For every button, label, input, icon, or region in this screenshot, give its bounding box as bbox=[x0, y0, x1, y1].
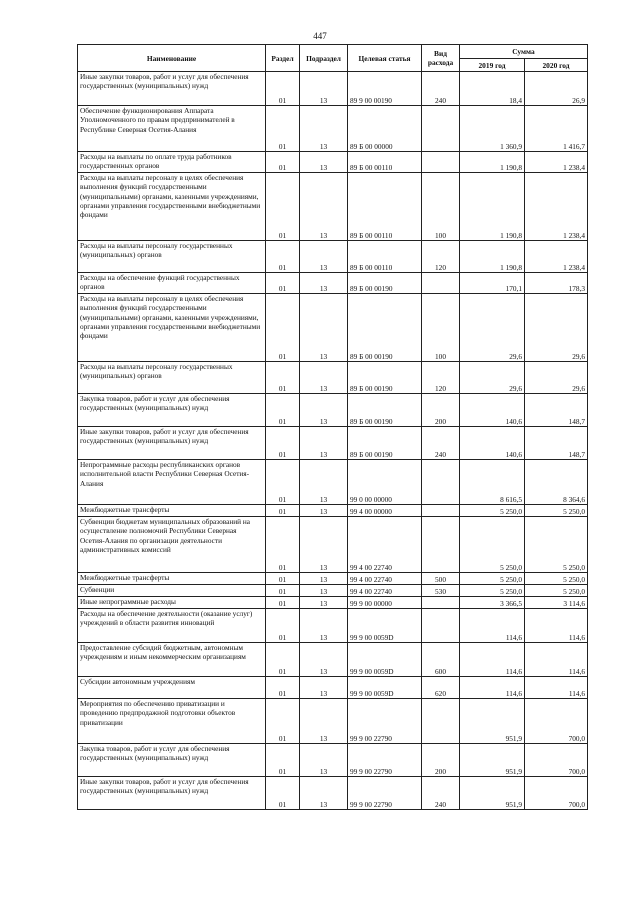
cell-sum-2019: 5 250,0 bbox=[460, 585, 525, 597]
cell-expense-type: 200 bbox=[422, 744, 460, 777]
cell-expense-type bbox=[422, 597, 460, 609]
cell-section: 01 bbox=[266, 643, 300, 677]
cell-section: 01 bbox=[266, 505, 300, 517]
cell-name: Мероприятия по обеспечению приватизации и проведению предпродажной подготовки объектов приватизации bbox=[78, 699, 266, 744]
cell-target-article: 99 4 00 00000 bbox=[348, 505, 422, 517]
cell-expense-type bbox=[422, 106, 460, 152]
cell-section: 01 bbox=[266, 777, 300, 810]
cell-subsection: 13 bbox=[300, 106, 348, 152]
cell-sum-2019: 1 190,8 bbox=[460, 173, 525, 241]
cell-name: Расходы на выплаты персоналу в целях обеспечения выполнения функций государственными (муниципальными) органами, казенными учреждениями, органами управления государственными внебюджетными фондами bbox=[78, 294, 266, 362]
cell-sum-2019: 951,9 bbox=[460, 699, 525, 744]
cell-subsection: 13 bbox=[300, 699, 348, 744]
cell-sum-2020: 1 238,4 bbox=[525, 152, 588, 173]
cell-sum-2020: 8 364,6 bbox=[525, 460, 588, 505]
table-row bbox=[78, 241, 588, 273]
header-sum: Сумма bbox=[460, 45, 588, 59]
cell-sum-2020: 700,0 bbox=[525, 744, 588, 777]
cell-name: Расходы на обеспечение функций государственных органов bbox=[78, 273, 266, 294]
cell-sum-2019: 29,6 bbox=[460, 294, 525, 362]
cell-expense-type: 240 bbox=[422, 777, 460, 810]
cell-expense-type bbox=[422, 460, 460, 505]
cell-name: Расходы на обеспечение деятельности (оказание услуг) учреждений в области развития инноваций bbox=[78, 609, 266, 643]
cell-expense-type: 600 bbox=[422, 643, 460, 677]
cell-subsection: 13 bbox=[300, 273, 348, 294]
cell-target-article: 89 Б 00 00000 bbox=[348, 106, 422, 152]
cell-section: 01 bbox=[266, 597, 300, 609]
cell-section: 01 bbox=[266, 106, 300, 152]
cell-section: 01 bbox=[266, 585, 300, 597]
cell-section: 01 bbox=[266, 517, 300, 573]
table-row bbox=[78, 505, 588, 517]
cell-sum-2019: 5 250,0 bbox=[460, 505, 525, 517]
header-year-2019: 2019 год bbox=[460, 59, 525, 72]
header-subsection: Подраздел bbox=[300, 45, 348, 72]
cell-sum-2019: 1 190,8 bbox=[460, 152, 525, 173]
cell-sum-2020: 1 238,4 bbox=[525, 173, 588, 241]
cell-sum-2020: 1 238,4 bbox=[525, 241, 588, 273]
table-row bbox=[78, 597, 588, 609]
table-row bbox=[78, 273, 588, 294]
cell-section: 01 bbox=[266, 677, 300, 699]
cell-subsection: 13 bbox=[300, 362, 348, 394]
cell-sum-2020: 29,6 bbox=[525, 362, 588, 394]
cell-expense-type: 240 bbox=[422, 72, 460, 106]
table-row bbox=[78, 609, 588, 643]
cell-name: Обеспечение функционирования Аппарата Уполномоченного по правам предпринимателей в Республике Северная Осетия-Алания bbox=[78, 106, 266, 152]
cell-name: Субвенции бюджетам муниципальных образований на осуществление полномочий Республики Северная Осетия-Алания по организации деятельности административных комиссий bbox=[78, 517, 266, 573]
cell-name: Субсидии автономным учреждениям bbox=[78, 677, 266, 699]
cell-name: Закупка товаров, работ и услуг для обеспечения государственных (муниципальных) нужд bbox=[78, 394, 266, 427]
table-header-row bbox=[78, 45, 588, 59]
cell-subsection: 13 bbox=[300, 72, 348, 106]
cell-name: Непрограммные расходы республиканских органов исполнительной власти Республики Северная Осетия-Алания bbox=[78, 460, 266, 505]
cell-section: 01 bbox=[266, 294, 300, 362]
cell-expense-type: 100 bbox=[422, 294, 460, 362]
cell-target-article: 99 0 00 00000 bbox=[348, 460, 422, 505]
cell-target-article: 99 9 00 00000 bbox=[348, 597, 422, 609]
cell-name: Предоставление субсидий бюджетным, автономным учреждениям и иным некоммерческим организациям bbox=[78, 643, 266, 677]
cell-subsection: 13 bbox=[300, 241, 348, 273]
cell-subsection: 13 bbox=[300, 609, 348, 643]
cell-target-article: 99 4 00 22740 bbox=[348, 573, 422, 585]
cell-expense-type bbox=[422, 152, 460, 173]
cell-subsection: 13 bbox=[300, 597, 348, 609]
cell-name: Иные непрограммные расходы bbox=[78, 597, 266, 609]
cell-name: Расходы на выплаты по оплате труда работников государственных органов bbox=[78, 152, 266, 173]
cell-sum-2019: 3 366,5 bbox=[460, 597, 525, 609]
cell-subsection: 13 bbox=[300, 585, 348, 597]
cell-sum-2020: 178,3 bbox=[525, 273, 588, 294]
cell-expense-type: 100 bbox=[422, 173, 460, 241]
cell-section: 01 bbox=[266, 427, 300, 460]
cell-target-article: 99 9 00 0059D bbox=[348, 677, 422, 699]
cell-subsection: 13 bbox=[300, 677, 348, 699]
table-row bbox=[78, 585, 588, 597]
cell-sum-2019: 1 360,9 bbox=[460, 106, 525, 152]
cell-sum-2019: 8 616,5 bbox=[460, 460, 525, 505]
table-row bbox=[78, 394, 588, 427]
cell-sum-2020: 26,9 bbox=[525, 72, 588, 106]
cell-subsection: 13 bbox=[300, 460, 348, 505]
cell-target-article: 89 9 00 00190 bbox=[348, 72, 422, 106]
cell-name: Межбюджетные трансферты bbox=[78, 573, 266, 585]
cell-subsection: 13 bbox=[300, 517, 348, 573]
cell-expense-type bbox=[422, 505, 460, 517]
cell-subsection: 13 bbox=[300, 394, 348, 427]
cell-subsection: 13 bbox=[300, 744, 348, 777]
table-row bbox=[78, 744, 588, 777]
cell-sum-2019: 114,6 bbox=[460, 609, 525, 643]
table-row bbox=[78, 173, 588, 241]
header-section: Раздел bbox=[266, 45, 300, 72]
cell-target-article: 99 9 00 22790 bbox=[348, 699, 422, 744]
cell-subsection: 13 bbox=[300, 643, 348, 677]
cell-sum-2019: 5 250,0 bbox=[460, 517, 525, 573]
cell-target-article: 99 9 00 0059D bbox=[348, 609, 422, 643]
cell-target-article: 89 Б 00 00190 bbox=[348, 427, 422, 460]
header-target-article: Целевая статья bbox=[348, 45, 422, 72]
cell-expense-type: 200 bbox=[422, 394, 460, 427]
table-row bbox=[78, 427, 588, 460]
cell-sum-2019: 114,6 bbox=[460, 677, 525, 699]
cell-expense-type: 620 bbox=[422, 677, 460, 699]
cell-target-article: 99 9 00 0059D bbox=[348, 643, 422, 677]
cell-target-article: 89 Б 00 00190 bbox=[348, 273, 422, 294]
cell-subsection: 13 bbox=[300, 173, 348, 241]
cell-target-article: 89 Б 00 00110 bbox=[348, 241, 422, 273]
cell-sum-2020: 5 250,0 bbox=[525, 585, 588, 597]
cell-target-article: 99 4 00 22740 bbox=[348, 517, 422, 573]
cell-sum-2019: 29,6 bbox=[460, 362, 525, 394]
cell-name: Иные закупки товаров, работ и услуг для обеспечения государственных (муниципальных) нужд bbox=[78, 427, 266, 460]
table-row bbox=[78, 106, 588, 152]
cell-target-article: 89 Б 00 00190 bbox=[348, 362, 422, 394]
cell-sum-2019: 951,9 bbox=[460, 777, 525, 810]
cell-sum-2020: 148,7 bbox=[525, 427, 588, 460]
cell-name: Иные закупки товаров, работ и услуг для обеспечения государственных (муниципальных) нужд bbox=[78, 777, 266, 810]
cell-expense-type: 530 bbox=[422, 585, 460, 597]
cell-sum-2020: 114,6 bbox=[525, 643, 588, 677]
cell-sum-2020: 5 250,0 bbox=[525, 517, 588, 573]
table-row bbox=[78, 294, 588, 362]
header-year-2020: 2020 год bbox=[525, 59, 588, 72]
cell-section: 01 bbox=[266, 460, 300, 505]
header-expense-type: Вид расхода bbox=[422, 45, 460, 72]
cell-target-article: 89 Б 00 00190 bbox=[348, 394, 422, 427]
cell-section: 01 bbox=[266, 173, 300, 241]
cell-expense-type: 500 bbox=[422, 573, 460, 585]
cell-sum-2020: 700,0 bbox=[525, 699, 588, 744]
table-row bbox=[78, 643, 588, 677]
cell-target-article: 89 Б 00 00110 bbox=[348, 173, 422, 241]
cell-name: Расходы на выплаты персоналу в целях обеспечения выполнения функций государственными (муниципальными) органами, казенными учреждениями, органами управления государственными внебюджетными фондами bbox=[78, 173, 266, 241]
cell-section: 01 bbox=[266, 394, 300, 427]
table-row bbox=[78, 362, 588, 394]
cell-expense-type bbox=[422, 517, 460, 573]
cell-target-article: 99 9 00 22790 bbox=[348, 777, 422, 810]
cell-sum-2020: 1 416,7 bbox=[525, 106, 588, 152]
cell-name: Иные закупки товаров, работ и услуг для обеспечения государственных (муниципальных) нужд bbox=[78, 72, 266, 106]
cell-sum-2019: 5 250,0 bbox=[460, 573, 525, 585]
cell-subsection: 13 bbox=[300, 294, 348, 362]
cell-target-article: 99 9 00 22790 bbox=[348, 744, 422, 777]
cell-section: 01 bbox=[266, 241, 300, 273]
cell-sum-2019: 1 190,8 bbox=[460, 241, 525, 273]
cell-section: 01 bbox=[266, 744, 300, 777]
table-row bbox=[78, 777, 588, 810]
cell-sum-2019: 140,6 bbox=[460, 427, 525, 460]
cell-name: Расходы на выплаты персоналу государственных (муниципальных) органов bbox=[78, 241, 266, 273]
cell-sum-2020: 5 250,0 bbox=[525, 573, 588, 585]
cell-expense-type bbox=[422, 609, 460, 643]
cell-section: 01 bbox=[266, 699, 300, 744]
cell-target-article: 99 4 00 22740 bbox=[348, 585, 422, 597]
cell-section: 01 bbox=[266, 72, 300, 106]
cell-sum-2020: 148,7 bbox=[525, 394, 588, 427]
budget-table bbox=[77, 44, 588, 810]
cell-expense-type: 240 bbox=[422, 427, 460, 460]
table-row bbox=[78, 573, 588, 585]
cell-sum-2019: 140,6 bbox=[460, 394, 525, 427]
cell-sum-2020: 700,0 bbox=[525, 777, 588, 810]
page-number: 447 bbox=[313, 31, 327, 41]
cell-sum-2020: 5 250,0 bbox=[525, 505, 588, 517]
header-name: Наименование bbox=[78, 45, 266, 72]
cell-name: Расходы на выплаты персоналу государственных (муниципальных) органов bbox=[78, 362, 266, 394]
cell-subsection: 13 bbox=[300, 427, 348, 460]
cell-expense-type bbox=[422, 699, 460, 744]
cell-sum-2019: 170,1 bbox=[460, 273, 525, 294]
cell-target-article: 89 Б 00 00190 bbox=[348, 294, 422, 362]
table-row bbox=[78, 517, 588, 573]
cell-sum-2020: 29,6 bbox=[525, 294, 588, 362]
cell-name: Закупка товаров, работ и услуг для обеспечения государственных (муниципальных) нужд bbox=[78, 744, 266, 777]
cell-sum-2020: 114,6 bbox=[525, 609, 588, 643]
cell-expense-type: 120 bbox=[422, 241, 460, 273]
cell-expense-type: 120 bbox=[422, 362, 460, 394]
cell-subsection: 13 bbox=[300, 573, 348, 585]
table-row bbox=[78, 699, 588, 744]
cell-subsection: 13 bbox=[300, 152, 348, 173]
cell-section: 01 bbox=[266, 273, 300, 294]
cell-subsection: 13 bbox=[300, 777, 348, 810]
cell-target-article: 89 Б 00 00110 bbox=[348, 152, 422, 173]
cell-sum-2020: 114,6 bbox=[525, 677, 588, 699]
cell-section: 01 bbox=[266, 573, 300, 585]
cell-subsection: 13 bbox=[300, 505, 348, 517]
table-row bbox=[78, 72, 588, 106]
table-row bbox=[78, 152, 588, 173]
cell-sum-2019: 18,4 bbox=[460, 72, 525, 106]
cell-sum-2020: 3 114,6 bbox=[525, 597, 588, 609]
table-row bbox=[78, 677, 588, 699]
cell-expense-type bbox=[422, 273, 460, 294]
cell-section: 01 bbox=[266, 362, 300, 394]
cell-sum-2019: 951,9 bbox=[460, 744, 525, 777]
cell-name: Субвенции bbox=[78, 585, 266, 597]
cell-sum-2019: 114,6 bbox=[460, 643, 525, 677]
cell-section: 01 bbox=[266, 152, 300, 173]
table-row bbox=[78, 460, 588, 505]
cell-name: Межбюджетные трансферты bbox=[78, 505, 266, 517]
cell-section: 01 bbox=[266, 609, 300, 643]
